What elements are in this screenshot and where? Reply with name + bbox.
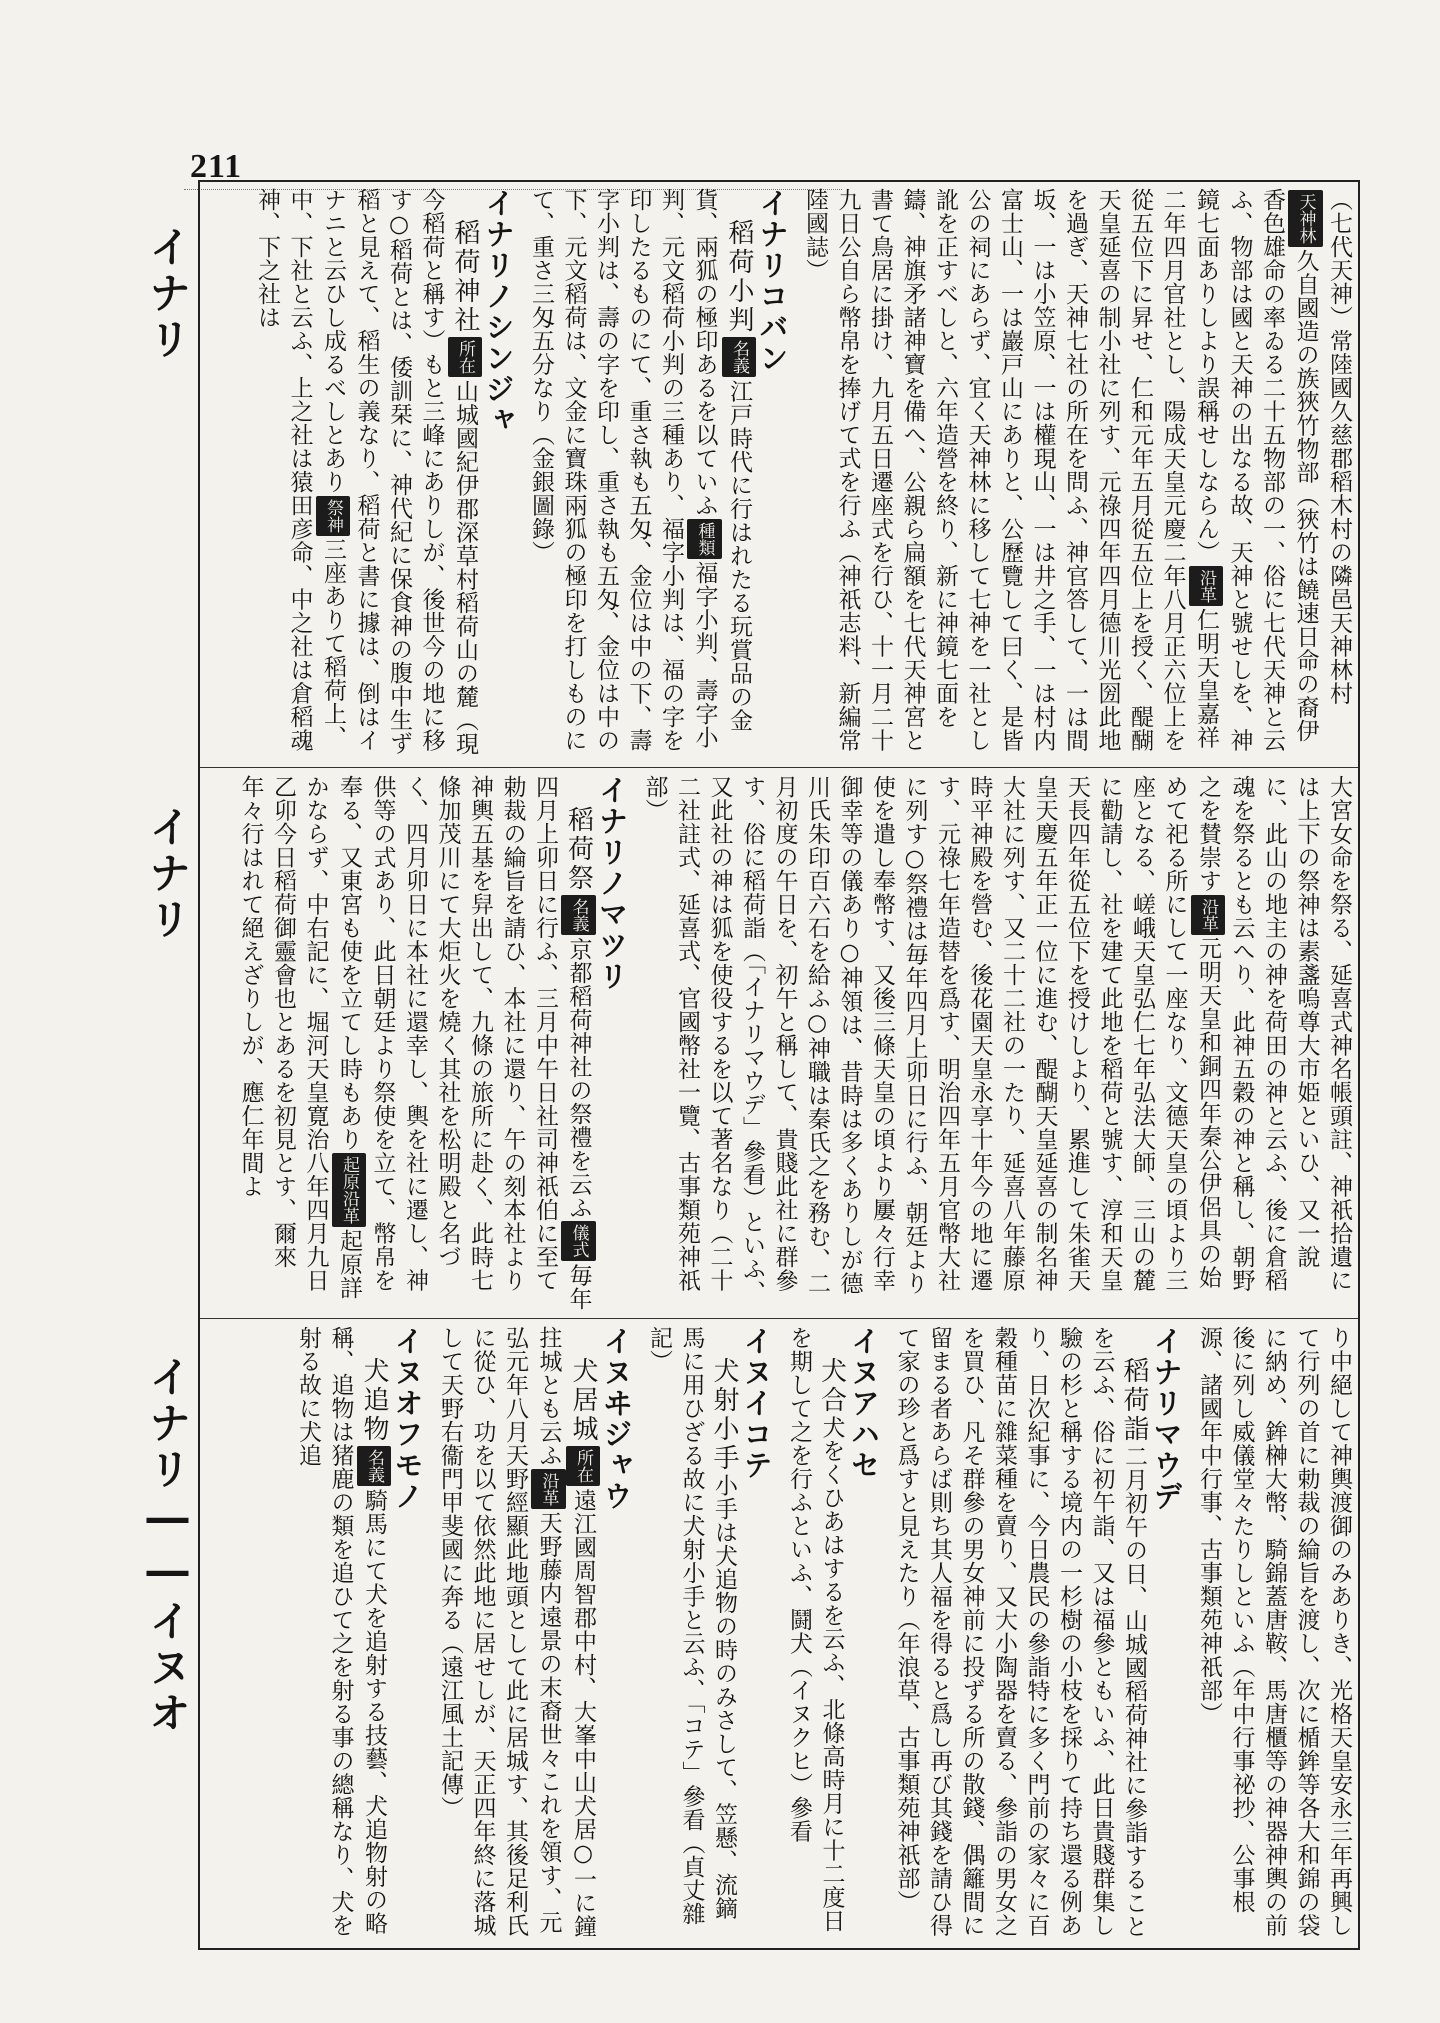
entry-title: 犬居城 [568, 1357, 598, 1445]
entry-heading: イヌオフモノ [390, 1326, 425, 1512]
entry-heading: イナリマウデ [1149, 1326, 1184, 1512]
entry-text: 二月初午の日、山城國稻荷神社に參詣することを云ふ、俗に初午詣、又は福參ともいふ、此日貴賤群集し驗の杉と稱する境内の一杉樹の小枝を採りて持ち還る例あり、日次紀事に、今日農民の參詣特に多く門前の家々に百穀種苗に雜菜種を賣り、又大小陶器を賣る、參詣の男女之を買ひ、凡そ群參の男女神前に投ずる所の散錢、偶籬間に留まる者あらば則ち其人福を得ると爲し再び其錢を請ひ得て家の珍と爲すと見えたり（年浪草、古事類苑神祇部） [893, 1326, 1147, 1938]
entry-heading: イヌヰジャウ [599, 1326, 634, 1512]
entry-text: 天野藤内遠景の末裔世々これを領す、元弘元年八月天野經顯此地頭として此に居城す、其後足利氏に從ひ、功を以て依然此地に居せしが、天正四年終に落城して天野右衞門甲斐國に奔る（遠江風土記傳） [437, 1326, 562, 1937]
entry-title: 稻荷祭 [563, 806, 594, 894]
section-tag: 祭神 [316, 496, 351, 536]
entry-heading: イナリノマツリ [595, 775, 629, 992]
entry-text: 仁明天皇嘉祥二年四月官社とし、陽成天皇元慶二年八月正六位上を從五位下に昇せ、仁和元年五月從五位上を授く、醍醐天皇延喜の制小社に列す、元祿四年四月德川光圀此地を過ぎ、天神七社の所在を問ふ、神官答して、一は間坂、一は小笠原、一は權現山、一は井之手、一は村内富士山、一は巖戸山にありと、公歷覽して曰く、是皆公の祠にあらず、宜く天神林に移して七神を一社とし訛を正すべしと、六年造營を終り、新に神鏡七面を鑄、神旗矛諸神寶を備へ、公親ら扁額を七代天神宮と書て鳥居に掛け、九月五日遷座式を行ひ、十一月二十九日公自ら幣帛を捧げて式を行ふ（神祇志料、新編常陸國誌） [802, 188, 1219, 752]
middle-section [205, 775, 1355, 1311]
section-tag: 名義 [561, 895, 596, 935]
section-tag: 所在 [566, 1446, 601, 1486]
entry-title: 稻荷小判 [724, 219, 754, 336]
entry-text: 福字小判、壽字小判、元文稻荷小判の三種あり、福字小判は、福の字を印したるものにて、重さ執も五匁、金位は中の下、壽字小判は、壽の字を印し、重さ執も五匁、金位は中の下、元文稻荷は、文金に寶珠兩狐の極印を打しものにて、重さ三匁五分なり（金銀圖錄） [528, 188, 718, 752]
entry-text: 遠江國周智郡中村、大峯中山犬居○一に鐘拄城とも云ふ [535, 1326, 596, 1938]
entry-text: 犬をくひあはするを云ふ、北條高時月に十二度日を期して之を行ふといふ、鬪犬（イヌクヒ）參看 [786, 1326, 845, 1933]
entry-text: 京都稻荷神社の祭禮を云ふ [565, 937, 592, 1220]
section-tag: 天神林 [1288, 190, 1323, 247]
margin-label-middle: イナリ [143, 805, 192, 943]
entry-text: 久自國造の族狹竹物部（狹竹は饒速日命の裔伊香色雄命の率ゐる二十五物部の一、俗に七代天神と云ふ、物部は國と天神の出なる故、天神と號せしを、神鏡七面ありしより誤稱せしならん） [1193, 188, 1319, 752]
entry-text: 大宮女命を祭る、延喜式神名帳頭註、神祇拾遺には上下の祭神は素盞嗚尊大市姫といひ、又一說に、此山の地主の神を荷田の神と云ふ、後に倉稻魂を祭るとも云へり、此神五穀の神と稱し、朝野之を賛崇す [1195, 775, 1352, 1292]
section-tag: 所在 [448, 337, 483, 377]
entry-text: 毎年四月上卯日に行ふ、三月中午日社司神祇伯に至て勅裁の綸旨を請ひ、本社に還り、午の刻本社より神輿五基を舁出して、九條の旅所に赴く、此時七條加茂川にて大炬火を燒く其社を松明殿と名づく、四月卯日に本社に還幸し、輿を社に遷し、神供等の式あり、此日朝廷より祭使を立て、幣帛を奉る、又東宮も使を立てし時もあり [336, 775, 592, 1311]
entry-text: 三座ありて稻荷上、中、下社と云ふ、上之社は猿田彦命、中之社は倉稻魂神、下之社は [254, 188, 346, 752]
entry-heading: イナリコバン [755, 188, 790, 374]
section-tag: 沿革 [1189, 566, 1224, 606]
entry-text: り中絕して神輿渡御のみありき、光格天皇安永三年再興して行列の首に勅裁の綸旨を渡し、次に楯鉾等各大和錦の袋に納め、鉾榊大幣、騎錦蓋唐鞍、馬唐櫃等の神器神輿の前後に列し威儀堂々たりしといふ（年中行事祕抄、公事根源、諸國年中行事、古事類苑神祇部） [1196, 1326, 1352, 1937]
entry-title: 犬追物 [359, 1357, 389, 1445]
entry-heading: イヌアハセ [847, 1326, 881, 1481]
entry-text: 騎馬にて犬を追射する技藝、犬追物射の略稱、追物は猪鹿の類を追ひて之を射る事の總稱なり、犬を射る故に犬追 [295, 1326, 387, 1937]
section-tag: 沿革 [1191, 895, 1226, 935]
margin-label-bottom: イナリ――イヌオ [143, 1355, 192, 1737]
section-tag: 儀式 [561, 1221, 596, 1261]
entry-title: 犬射小手 [709, 1357, 739, 1474]
margin-label-top: イナリ [143, 225, 192, 363]
top-section [205, 188, 1355, 760]
entry-text: 元明天皇和銅四年秦公伊侶具の始めて祀る所にして一座なり、文德天皇の頃より三座となる、嵯峨天皇弘仁七年弘法大師、三山の麓に勸請し、社を建て此地を稻荷と號す、淳和天皇天長四年從五位下を授けしより、累進して朱雀天皇天慶五年正一位に進む、醍醐天皇延喜の制名神大社に列す、又二十二社の一たり、延喜八年藤原時平神殿を營む、後花園天皇永享十年今の地に遷す、元祿七年造替を爲す、明治四年五月官幣大社に列す○祭禮は毎年四月上卯日に行ふ、朝廷より使を遣し奉幣す、又後三條天皇の頃より屢々行幸御幸等の儀あり○神領は、昔時は多くありしが德川氏朱印百六石を給ふ○神職は秦氏之を務む、二月初度の午日を、初午と稱して、貴賤此社に群參す、俗に稻荷詣（「イナリマウデ」參看）といふ、又此社の神は狐を使役するを以て著名なり（二十二社註式、延喜式、官國幣社一覽、古事類苑神祇部） [641, 775, 1221, 1304]
entry-text: 起原詳かならず、中右記に、堀河天皇寛治八年四月九日乙卯今日稻荷御靈會也とあるを初見とす、爾來年々行はれて絕えざりしが、應仁年間よ [237, 775, 362, 1300]
entry-text: （七代天神）常陸國久慈郡稻木村の隣邑天神林村 [1326, 188, 1352, 705]
entry-title: 稻荷詣 [1119, 1357, 1149, 1445]
entry-text: 小手は犬追物の時のみさして、笠懸、流鏑馬に用ひざる故に犬射小手と云ふ、「コテ」參看（貞丈雜記） [646, 1326, 737, 1926]
section-tag: 種類 [687, 519, 722, 559]
section-tag: 名義 [722, 337, 757, 377]
page-number: 211 [190, 148, 243, 185]
entry-text: 山城國紀伊郡深草村稻荷山の麓（現今稻荷と稱す）もと三峰にありしが、後世今の地に移す○稻荷とは、倭訓栞に、神代紀に保食神の腹中生ず稻と見えて、稻生の義なり、稻荷と書に據は、倒はイナニと云ひし成るべしとあり [320, 188, 478, 756]
entry-heading: イナリノシンジャ [481, 188, 516, 436]
entry-title: 犬合 [816, 1357, 847, 1416]
entry-text: 江戸時代に行はれたる玩賞品の金貨、兩狐の極印あるを以ていふ [691, 188, 752, 732]
section-divider [200, 1318, 1358, 1319]
entry-heading: イヌイコテ [739, 1326, 774, 1481]
section-tag: 沿革 [531, 1469, 566, 1509]
section-tag: 名義 [357, 1446, 392, 1486]
section-tag: 起原沿革 [332, 1153, 367, 1227]
section-divider [200, 767, 1358, 768]
bottom-section [205, 1326, 1355, 1942]
entry-title: 稻荷神社 [450, 219, 480, 336]
